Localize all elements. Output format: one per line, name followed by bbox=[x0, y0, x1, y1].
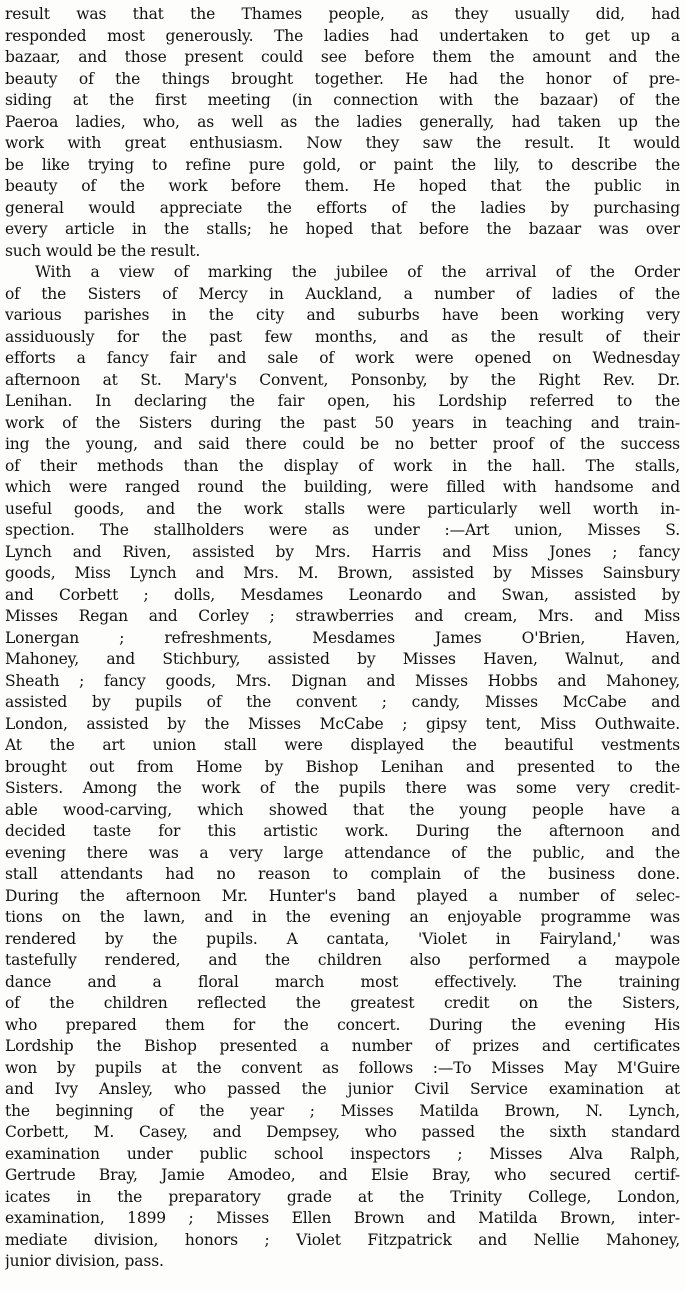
paragraph-sisters-of-mercy-jubilee bbox=[5, 262, 680, 1273]
paragraph-thames-bazaar bbox=[5, 4, 680, 262]
text-line: During the afternoon Mr. Hunter's band played a number of selec- bbox=[5, 886, 680, 905]
text-line: Mahoney, and Stichbury, assisted by Misses Haven, Walnut, and bbox=[5, 650, 680, 668]
text-line: decided taste for this artistic work. During the afternoon and bbox=[5, 822, 680, 840]
text-line: and Ivy Ansley, who passed the junior Civil Service examination at bbox=[5, 1080, 680, 1098]
text-line: useful goods, and the work stalls were particularly well worth in- bbox=[5, 499, 680, 518]
text-line: dance and a floral march most effectively. The training bbox=[5, 972, 680, 991]
text-line: icates in the preparatory grade at the Trinity College, London, bbox=[5, 1187, 680, 1206]
text-line: Lonergan ; refreshments, Mesdames James O'Brien, Haven, bbox=[5, 628, 680, 647]
text-line: Lynch and Riven, assisted by Mrs. Harris and Miss Jones ; fancy bbox=[5, 542, 680, 561]
text-line: bazaar, and those present could see before them the amount and the bbox=[5, 48, 680, 66]
text-line: general would appreciate the efforts of the ladies by purchasing bbox=[5, 198, 680, 217]
text-line: Sisters. Among the work of the pupils there was some very credit- bbox=[5, 779, 680, 797]
text-line: spection. The stallholders were as under :—Art union, Misses S. bbox=[5, 521, 680, 539]
text-line: London, assisted by the Misses McCabe ; gipsy tent, Miss Outhwaite. bbox=[5, 714, 680, 733]
text-line: won by pupils at the convent as follows :—To Misses May M'Guire bbox=[5, 1058, 680, 1077]
text-line: of the children reflected the greatest credit on the Sisters, bbox=[5, 994, 680, 1012]
text-line: the beginning of the year ; Misses Matilda Brown, N. Lynch, bbox=[5, 1101, 680, 1120]
text-line: ing the young, and said there could be no better proof of the success bbox=[5, 435, 680, 453]
text-line: who prepared them for the concert. During the evening His bbox=[5, 1015, 680, 1034]
text-line: Paeroa ladies, who, as well as the ladies generally, had taken up the bbox=[5, 112, 680, 131]
text-line: junior division, pass. bbox=[5, 1252, 164, 1270]
text-line: work with great enthusiasm. Now they saw the result. It would bbox=[5, 134, 680, 152]
text-line: which were ranged round the building, were filled with handsome and bbox=[5, 478, 680, 496]
text-line: be like trying to refine pure gold, or paint the lily, to describe the bbox=[5, 155, 680, 174]
text-line: various parishes in the city and suburbs have been working very bbox=[5, 306, 680, 324]
text-line: beauty of the work before them. He hoped that the public in bbox=[5, 177, 680, 195]
text-line: afternoon at St. Mary's Convent, Ponsonby, by the Right Rev. Dr. bbox=[5, 370, 680, 389]
text-line: With a view of marking the jubilee of the arrival of the Order bbox=[35, 263, 680, 281]
article-column bbox=[5, 4, 680, 1273]
text-line: Lenihan. In declaring the fair open, his Lordship referred to the bbox=[5, 392, 680, 410]
text-line: rendered by the pupils. A cantata, 'Violet in Fairyland,' was bbox=[5, 929, 680, 948]
text-line: tions on the lawn, and in the evening an enjoyable programme was bbox=[5, 908, 680, 926]
text-line: such would be the result. bbox=[5, 241, 201, 260]
text-line: and Corbett ; dolls, Mesdames Leonardo and Swan, assisted by bbox=[5, 585, 680, 604]
text-line: siding at the first meeting (in connection with the bazaar) of the bbox=[5, 91, 680, 109]
text-line: assisted by pupils of the convent ; candy, Misses McCabe and bbox=[5, 693, 680, 711]
text-line: Misses Regan and Corley ; strawberries and cream, Mrs. and Miss bbox=[5, 607, 680, 625]
text-line: able wood-carving, which showed that the young people have a bbox=[5, 800, 680, 819]
text-line: At the art union stall were displayed the beautiful vestments bbox=[5, 736, 680, 754]
text-line: Lordship the Bishop presented a number of prizes and certificates bbox=[5, 1037, 680, 1055]
text-line: result was that the Thames people, as they usually did, had bbox=[5, 5, 680, 23]
text-line: goods, Miss Lynch and Mrs. M. Brown, assisted by Misses Sainsbury bbox=[5, 564, 680, 582]
text-line: of their methods than the display of work in the hall. The stalls, bbox=[5, 456, 680, 475]
text-line: assiduously for the past few months, and as the result of their bbox=[5, 327, 680, 346]
text-line: every article in the stalls; he hoped that before the bazaar was over bbox=[5, 220, 680, 238]
text-line: examination under public school inspectors ; Misses Alva Ralph, bbox=[5, 1144, 680, 1163]
text-line: beauty of the things brought together. He had the honor of pre- bbox=[5, 69, 680, 88]
text-line: of the Sisters of Mercy in Auckland, a number of ladies of the bbox=[5, 284, 680, 303]
text-line: Sheath ; fancy goods, Mrs. Dignan and Misses Hobbs and Mahoney, bbox=[5, 671, 680, 690]
text-line: Corbett, M. Casey, and Dempsey, who passed the sixth standard bbox=[5, 1123, 680, 1141]
text-line: Gertrude Bray, Jamie Amodeo, and Elsie Bray, who secured certif- bbox=[5, 1166, 680, 1184]
text-line: work of the Sisters during the past 50 years in teaching and train- bbox=[5, 413, 680, 432]
text-line: evening there was a very large attendance of the public, and the bbox=[5, 843, 680, 862]
text-line: stall attendants had no reason to complain of the business done. bbox=[5, 865, 680, 883]
text-line: efforts a fancy fair and sale of work were opened on Wednesday bbox=[5, 349, 680, 367]
text-line: mediate division, honors ; Violet Fitzpatrick and Nellie Mahoney, bbox=[5, 1230, 680, 1249]
text-line: examination, 1899 ; Misses Ellen Brown and Matilda Brown, inter- bbox=[5, 1209, 680, 1227]
text-line: tastefully rendered, and the children also performed a maypole bbox=[5, 951, 680, 969]
text-line: brought out from Home by Bishop Lenihan and presented to the bbox=[5, 757, 680, 776]
text-line: responded most generously. The ladies had undertaken to get up a bbox=[5, 26, 680, 45]
